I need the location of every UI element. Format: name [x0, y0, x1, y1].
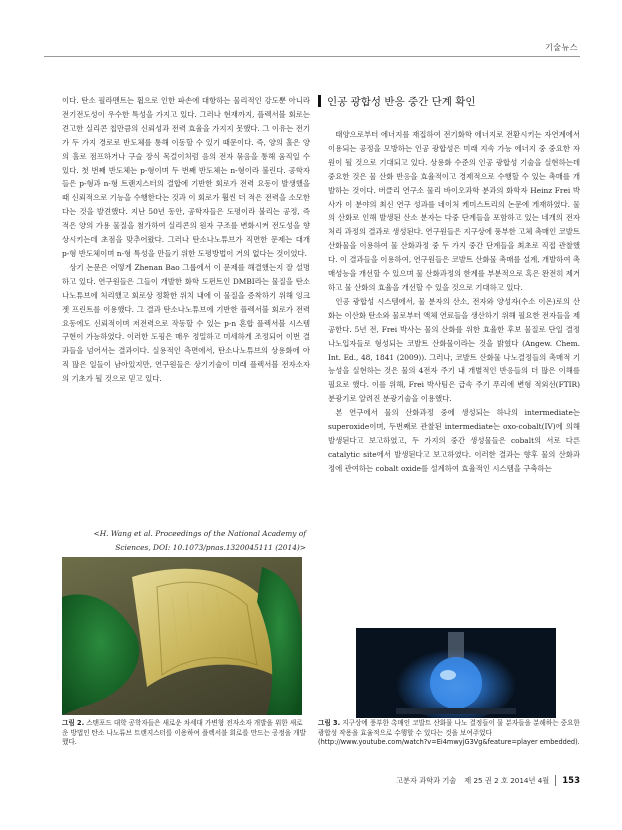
citation [80, 527, 306, 555]
glowing-flask-illustration [356, 628, 556, 718]
right-paragraph-3: 본 연구에서 물의 산화과정 중에 생성되는 하나의 intermediate는 superoxide이며, 두번째로 관찰된 intermediate는 oxo-cobalt(IV)에 의해 발생된다고 보고하였고, 두 가지의 중간 생성물들은 cobalt의 서로 다른 catalytic site에서 발생된다고 보고하였다. 이러한 결과는 향후 물의 산화과정에 관여하는 cobalt oxide를 설계하여 효율적인 시스템을 구축하는 [328, 408, 580, 473]
flexible-circuit-illustration [62, 557, 302, 715]
left-column [62, 94, 310, 386]
section-heading-text: 인공 광합성 반응 중간 단계 확인 [327, 96, 476, 108]
right-paragraph-2: 인공 광합성 시스템에서, 물 분자의 산소, 전자와 양성자(수소 이온)로의 산화는 이산화 탄소와 물로부터 액체 연료들을 생산하기 위해 필요한 전자들을 제공한다. 5년 전, Frei 박사는 물의 산화를 위한 효율한 후보 물질로 단일 결정 나노입자들로 형성되는 코발트 산화물이라는 것을 밝혔다 (Angew. Chem. Int. Ed., 48, 1841 (2009)). 그러나, 코발트 산화물 나노결정들의 촉매적 기능성을 실현하는 것은 물의 4전자 주기 내 개별적인 반응들의 더 많은 이해를 필요로 했다. 이를 위해, Frei 박사팀은 급속 주기 푸리에 변형 적외선(FTIR) 분광기로 알려진 분광기술을 이용했다. [328, 296, 580, 404]
right-paragraph-1: 태양으로부터 에너지를 재집하여 전기화학 에너지로 전환시키는 자연계에서 이용되는 공정을 모방하는 인공 광합성은 미래 지속 가능 에너지 중 중요한 자원이 될 것으로 기대되고 있다. 상용화 수준의 인공 광합성 기술을 실현하는데 중요한 것은 물 산화 반응을 효율적이고 경제적으로 수행할 수 있는 촉매를 개발하는 것이다. 버클리 연구소 물리 바이오과학 분과의 화학자 Heinz Frei 박사가 이 분야의 최신 연구 성과를 네이처 케미스트리의 논문에 게재하였다. 물의 산화로 인해 발생된 산소 분자는 다중 단계들을 포함하고 있는 네개의 전자 처리 과정의 결과로 생성된다. 연구원들은 지구상에 풍부한 고체 촉매인 코발트 산화물을 이용하여 물 산화과정 중 두 가지 중간 단계들을 최초로 직접 관찰했다. 이 결과들을 이용하여, 연구원들은 코발트 산화물 촉매를 설계, 개발하여 촉매성능을 개선할 수 있으며 물 산화과정의 한계를 부분적으로 혹은 완전히 제거하고 물 산화의 효율을 개선할 수 있을 것으로 기대하고 있다. [328, 130, 580, 292]
footer-divider [555, 775, 556, 786]
right-column [328, 128, 580, 476]
figure-2-label: 그림 2. [62, 719, 85, 727]
figure-3-caption [318, 719, 580, 748]
citation-line-1: <H. Wang et al. Proceedings of the National Academy of [93, 529, 306, 538]
heading-bar-icon [318, 95, 321, 107]
issue-info: 제 25 권 2 호 2014년 4월 [464, 775, 550, 785]
figure-2-photo [62, 557, 302, 715]
left-paragraph-1: 이다. 탄소 필라멘트는 휨으로 인한 파손에 대항하는 물리적인 강도뿐 아니라 전기전도성이 우수한 특성을 가지고 있다. 그러나 현재까지, 플렉서블 회로는 견고한 실리콘 칩만큼의 신뢰성과 전력 효율을 가지지 못했다. 그 이유는 전기가 두 가지 경로로 반도체를 통해 이동할 수 있기 때문이다. 즉, 양의 홀은 양의 홀로 점프하거나 구슬 장식 목걸이처럼 음의 전자 묶음을 통해 움직일 수 있다. 첫 번째 반도체는 p-형이며 두 번째 반도체는 n-형이라 불린다. 공학자들은 p-형과 n-형 트랜지스터의 결합에 기반한 회로가 전력 요동이 발생했을 때 신뢰적으로 기능을 수행한다는 것과 이 회로가 훨씬 더 적은 전력을 소모한다는 것을 발견했다. 지난 50년 동안, 공학자들은 도평이라 불리는 공정, 즉 적은 양의 가용 물질을 첨가하여 실리콘의 원자 구조를 변화시켜 전도성을 향상시키는데 초점을 맞추어왔다. 그러나 탄소나노튜브가 직면한 문제는 대개 p-형 반도체이며 n-형 특성을 만들기 위한 도평방법이 거의 없다는 것이었다. [62, 96, 310, 258]
page-number: 153 [562, 775, 580, 786]
journal-name: 고분자 과학과 기술 [396, 775, 457, 785]
figure-3-photo [356, 628, 556, 718]
left-paragraph-2: 상기 논문은 어떻게 Zhenan Bao 그룹에서 이 문제를 해결했는지 잘 설명하고 있다. 연구원들은 그들이 개발한 화학 도펀트인 DMBI라는 물질을 탄소나노튜브에 처리했고 회로상 정확한 위치 내에 이 물질을 증착하기 위해 잉크젯 프린트를 이용했다. 그 결과 탄소나노튜브에 기반한 플렉서블 회로가 전력 요동에도 신뢰적이며 저전력으로 작동할 수 있는 p-n 혼합 플렉서블 시스템 구현이 가능하였다. 이러한 도핑은 매우 정밀하고 미세하게 조정되어 이번 결과들을 넘어서는 결과이다. 실용적인 측면에서, 탄소나노튜브의 상용화에 아직 많은 일들이 남아있지만, 연구원들은 상기기술이 미래 플렉서블 전자소자의 기초가 될 것으로 믿고 있다. [62, 262, 310, 384]
section-tag: 기술뉴스 [545, 43, 578, 52]
citation-line-2: Sciences, DOI: 10.1073/pnas.1320045111 (2014)> [115, 542, 306, 552]
page-footer [396, 775, 580, 786]
figure-2-caption [62, 719, 308, 748]
figure-2-caption-text: 스탠포드 대학 공학자들은 새로운 차세대 가변형 전자소자 개발을 위한 새로운 방법인 탄소 나노튜브 트랜지스터를 이용하여 플렉서블 회로를 만드는 공정을 개발했다. [62, 719, 306, 747]
header-divider [44, 56, 580, 57]
figure-3-caption-text: 지구상에 풍부한 촉매인 코발트 산화물 나노 결정들이 물 분자들을 분해하는 중요한 광합성 작용을 효율적으로 수행할 수 있다는 것을 보여주었다(http://www.youtube.com/watch?v=Ei4mwyjG3Vg&feature=player embedded). [318, 719, 580, 747]
figure-3-label: 그림 3. [318, 719, 341, 727]
section-heading [318, 94, 476, 109]
